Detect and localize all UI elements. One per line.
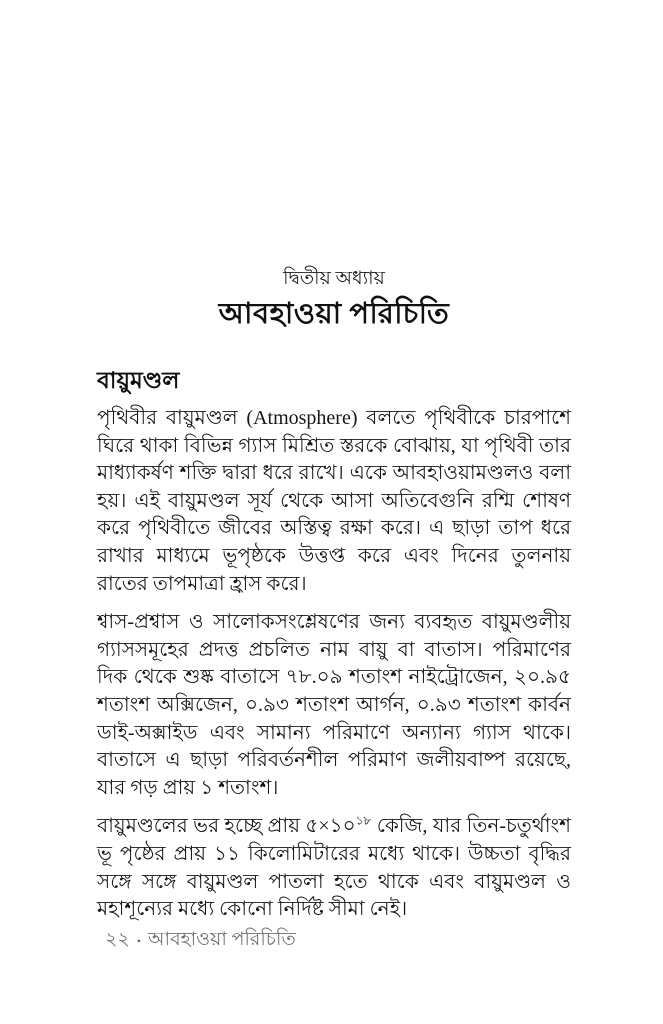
- footer-bullet-icon: •: [136, 934, 141, 948]
- page-title: আবহাওয়া পরিচিতি: [218, 298, 450, 330]
- footer-book-title: আবহাওয়া পরিচিতি: [147, 929, 296, 950]
- chapter-label: দ্বিতীয় অধ্যায়: [283, 268, 385, 289]
- paragraph-air-composition: শ্বাস-প্রশ্বাস ও সালোকসংশ্লেষণের জন্য ব্যবহৃত বায়ুমণ্ডলীয় গ্যাসসমূহের প্রদত্ত প্রচলিত নাম বায়ু বা বাতাস। পরিমাণের দিক থেকে শুষ্ক বাতাসে ৭৮.০৯ শতাংশ নাইট্রোজেন, ২০.৯৫ শতাংশ অক্সিজেন, ০.৯৩ শতাংশ আর্গন, ০.৯৩ শতাংশ কার্বন ডাই-অক্সাইড এবং সামান্য পরিমাণে অন্যান্য গ্যাস থাকে। বাতাসে এ ছাড়া পরিবর্তনশীল পরিমাণ জলীয়বাষ্প রয়েছে, যার গড় প্রায় ১ শতাংশ।: [97, 611, 571, 799]
- paragraph-atmosphere-mass: [97, 813, 571, 923]
- mass-text-before-exponent: বায়ুমণ্ডলের ভর হচ্ছে প্রায় ৫×১০: [97, 815, 356, 838]
- paragraph-atmosphere-definition: পৃথিবীর বায়ুমণ্ডল (Atmosphere) বলতে পৃথিবীকে চারপাশে ঘিরে থাকা বিভিন্ন গ্যাস মিশ্রিত স্তরকে বোঝায়, যা পৃথিবী তার মাধ্যাকর্ষণ শক্তি দ্বারা ধরে রাখে। একে আবহাওয়ামণ্ডলও বলা হয়। এই বায়ুমণ্ডল সূর্য থেকে আসা অতিবেগুনি রশ্মি শোষণ করে পৃথিবীতে জীবের অস্তিত্ব রক্ষা করে। এ ছাড়া তাপ ধরে রাখার মাধ্যমে ভূপৃষ্ঠকে উত্তপ্ত করে এবং দিনের তুলনায় রাতের তাপমাত্রা হ্রাস করে।: [97, 407, 571, 595]
- exponent-value: ১৮: [355, 813, 372, 828]
- page-content: [97, 0, 571, 924]
- section-heading: বায়ুমণ্ডল: [97, 368, 180, 393]
- mass-text-after-exponent: কেজি, যার তিন-চতুর্থাংশ ভূ পৃষ্ঠের প্রায় ১১ কিলোমিটারের মধ্যে থাকে। উচ্চতা বৃদ্ধির সঙ্গে সঙ্গে বায়ুমণ্ডল পাতলা হতে থাকে এবং বায়ুমণ্ডল ও মহাশূন্যের মধ্যে কোনো নির্দিষ্ট সীমা নেই।: [97, 815, 571, 921]
- page-footer: [105, 927, 296, 953]
- footer-page-number: ২২: [105, 929, 130, 950]
